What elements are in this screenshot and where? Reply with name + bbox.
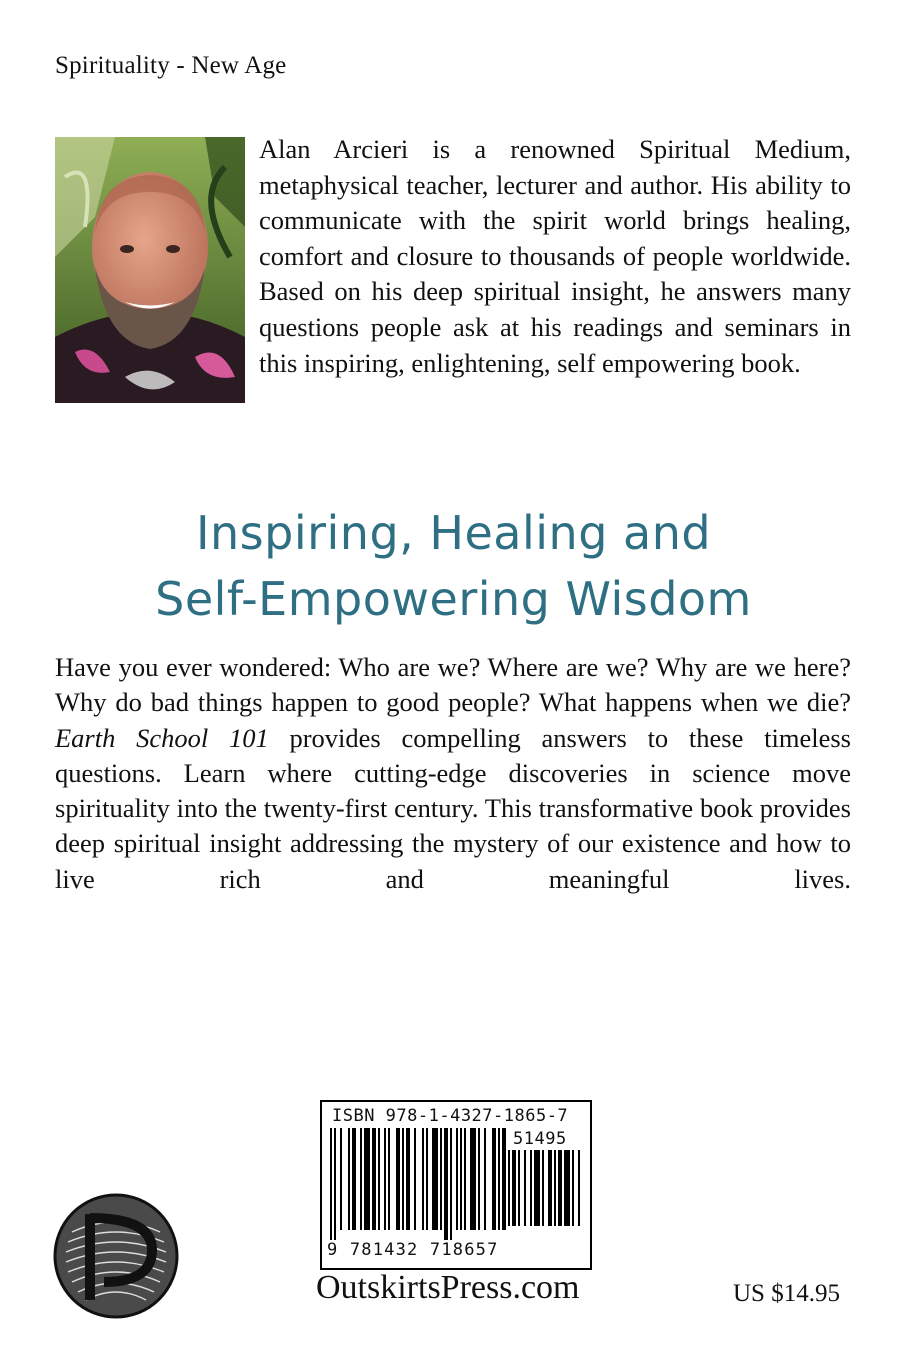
barcode-bar: [372, 1128, 376, 1230]
headline-line-1: Inspiring, Healing and: [195, 506, 712, 560]
barcode-bar: [534, 1150, 540, 1226]
barcode-bar: [396, 1128, 400, 1230]
author-photo-image: [55, 137, 245, 403]
barcode-main-bars: [330, 1128, 506, 1244]
barcode-bar: [554, 1150, 556, 1226]
book-price: US $14.95: [733, 1280, 840, 1307]
barcode-bar: [330, 1128, 332, 1240]
barcode-bar: [352, 1128, 356, 1230]
barcode-bar: [558, 1150, 562, 1226]
barcode-bar: [456, 1128, 458, 1230]
barcode-bar: [426, 1128, 428, 1230]
barcode-bar: [334, 1128, 336, 1240]
barcode-bar: [450, 1128, 452, 1240]
barcode-bar: [444, 1128, 448, 1240]
barcode-bar: [384, 1128, 386, 1230]
barcode-bar: [518, 1150, 520, 1226]
barcode-bar: [388, 1128, 390, 1230]
headline-line-2: Self-Empowering Wisdom: [155, 572, 752, 626]
barcode-bar: [498, 1128, 500, 1230]
barcode-bar: [578, 1150, 580, 1226]
barcode-bar: [542, 1150, 544, 1226]
barcode-bar: [348, 1128, 350, 1230]
book-title: Earth School 101: [55, 722, 269, 753]
isbn-barcode: [320, 1100, 592, 1270]
category-label: Spirituality - New Age: [55, 52, 287, 79]
publisher-logo-icon: [52, 1192, 180, 1325]
barcode-bar: [364, 1128, 370, 1230]
barcode-bar: [440, 1128, 442, 1230]
barcode-bar: [360, 1128, 362, 1230]
barcode-bar: [378, 1128, 380, 1230]
barcode-supplement-bars: [508, 1150, 582, 1240]
book-blurb: [55, 650, 851, 897]
barcode-bar: [572, 1150, 574, 1226]
author-photo: [55, 137, 245, 403]
barcode-bar: [340, 1128, 342, 1230]
barcode-bar: [460, 1128, 462, 1230]
author-bio: Alan Arcieri is a renowned Spiritual Medium, metaphysical teacher, lecturer and author. His ability to communicate with the spirit world brings healing, comfort and closure to thousands of people worldwide. Based on his deep spiritual insight, he answers many questions people ask at his readings and seminars in this inspiring, enlightening, self empowering book.: [259, 134, 851, 378]
barcode-bar: [432, 1128, 438, 1230]
barcode-bar: [470, 1128, 476, 1230]
barcode-bar: [512, 1150, 516, 1226]
barcode-bar: [502, 1128, 506, 1230]
isbn-number: ISBN 978-1-4327-1865-7: [332, 1106, 569, 1126]
barcode-bar: [478, 1128, 480, 1230]
ean-digits: 9 781432 718657: [327, 1240, 499, 1260]
barcode-bar: [530, 1150, 532, 1226]
blurb-text-1: Have you ever wondered: Who are we? Where are we? Why are we here? Why do bad things happen to good people? What happens when we die?: [55, 652, 851, 718]
barcode-bar: [492, 1128, 496, 1230]
barcode-bar: [414, 1128, 416, 1230]
blurb-text-2: provides compelling answers to these timeless questions. Learn where cutting-edge discoveries in science move spirituality into the twenty-first century. This transformative book provides deep spiritual insight addressing the mystery of our existence and how to live rich and meaningful lives.: [55, 722, 851, 894]
barcode-bar: [548, 1150, 552, 1226]
barcode-bar: [402, 1128, 404, 1230]
barcode-bar: [564, 1150, 570, 1226]
barcode-bar: [422, 1128, 424, 1230]
barcode-price-code: 51495: [513, 1129, 567, 1149]
publisher-website: OutskirtsPress.com: [316, 1269, 580, 1306]
barcode-bar: [464, 1128, 466, 1230]
barcode-bar: [508, 1150, 510, 1226]
barcode-bar: [406, 1128, 410, 1230]
barcode-bar: [484, 1128, 486, 1230]
barcode-bar: [524, 1150, 526, 1226]
